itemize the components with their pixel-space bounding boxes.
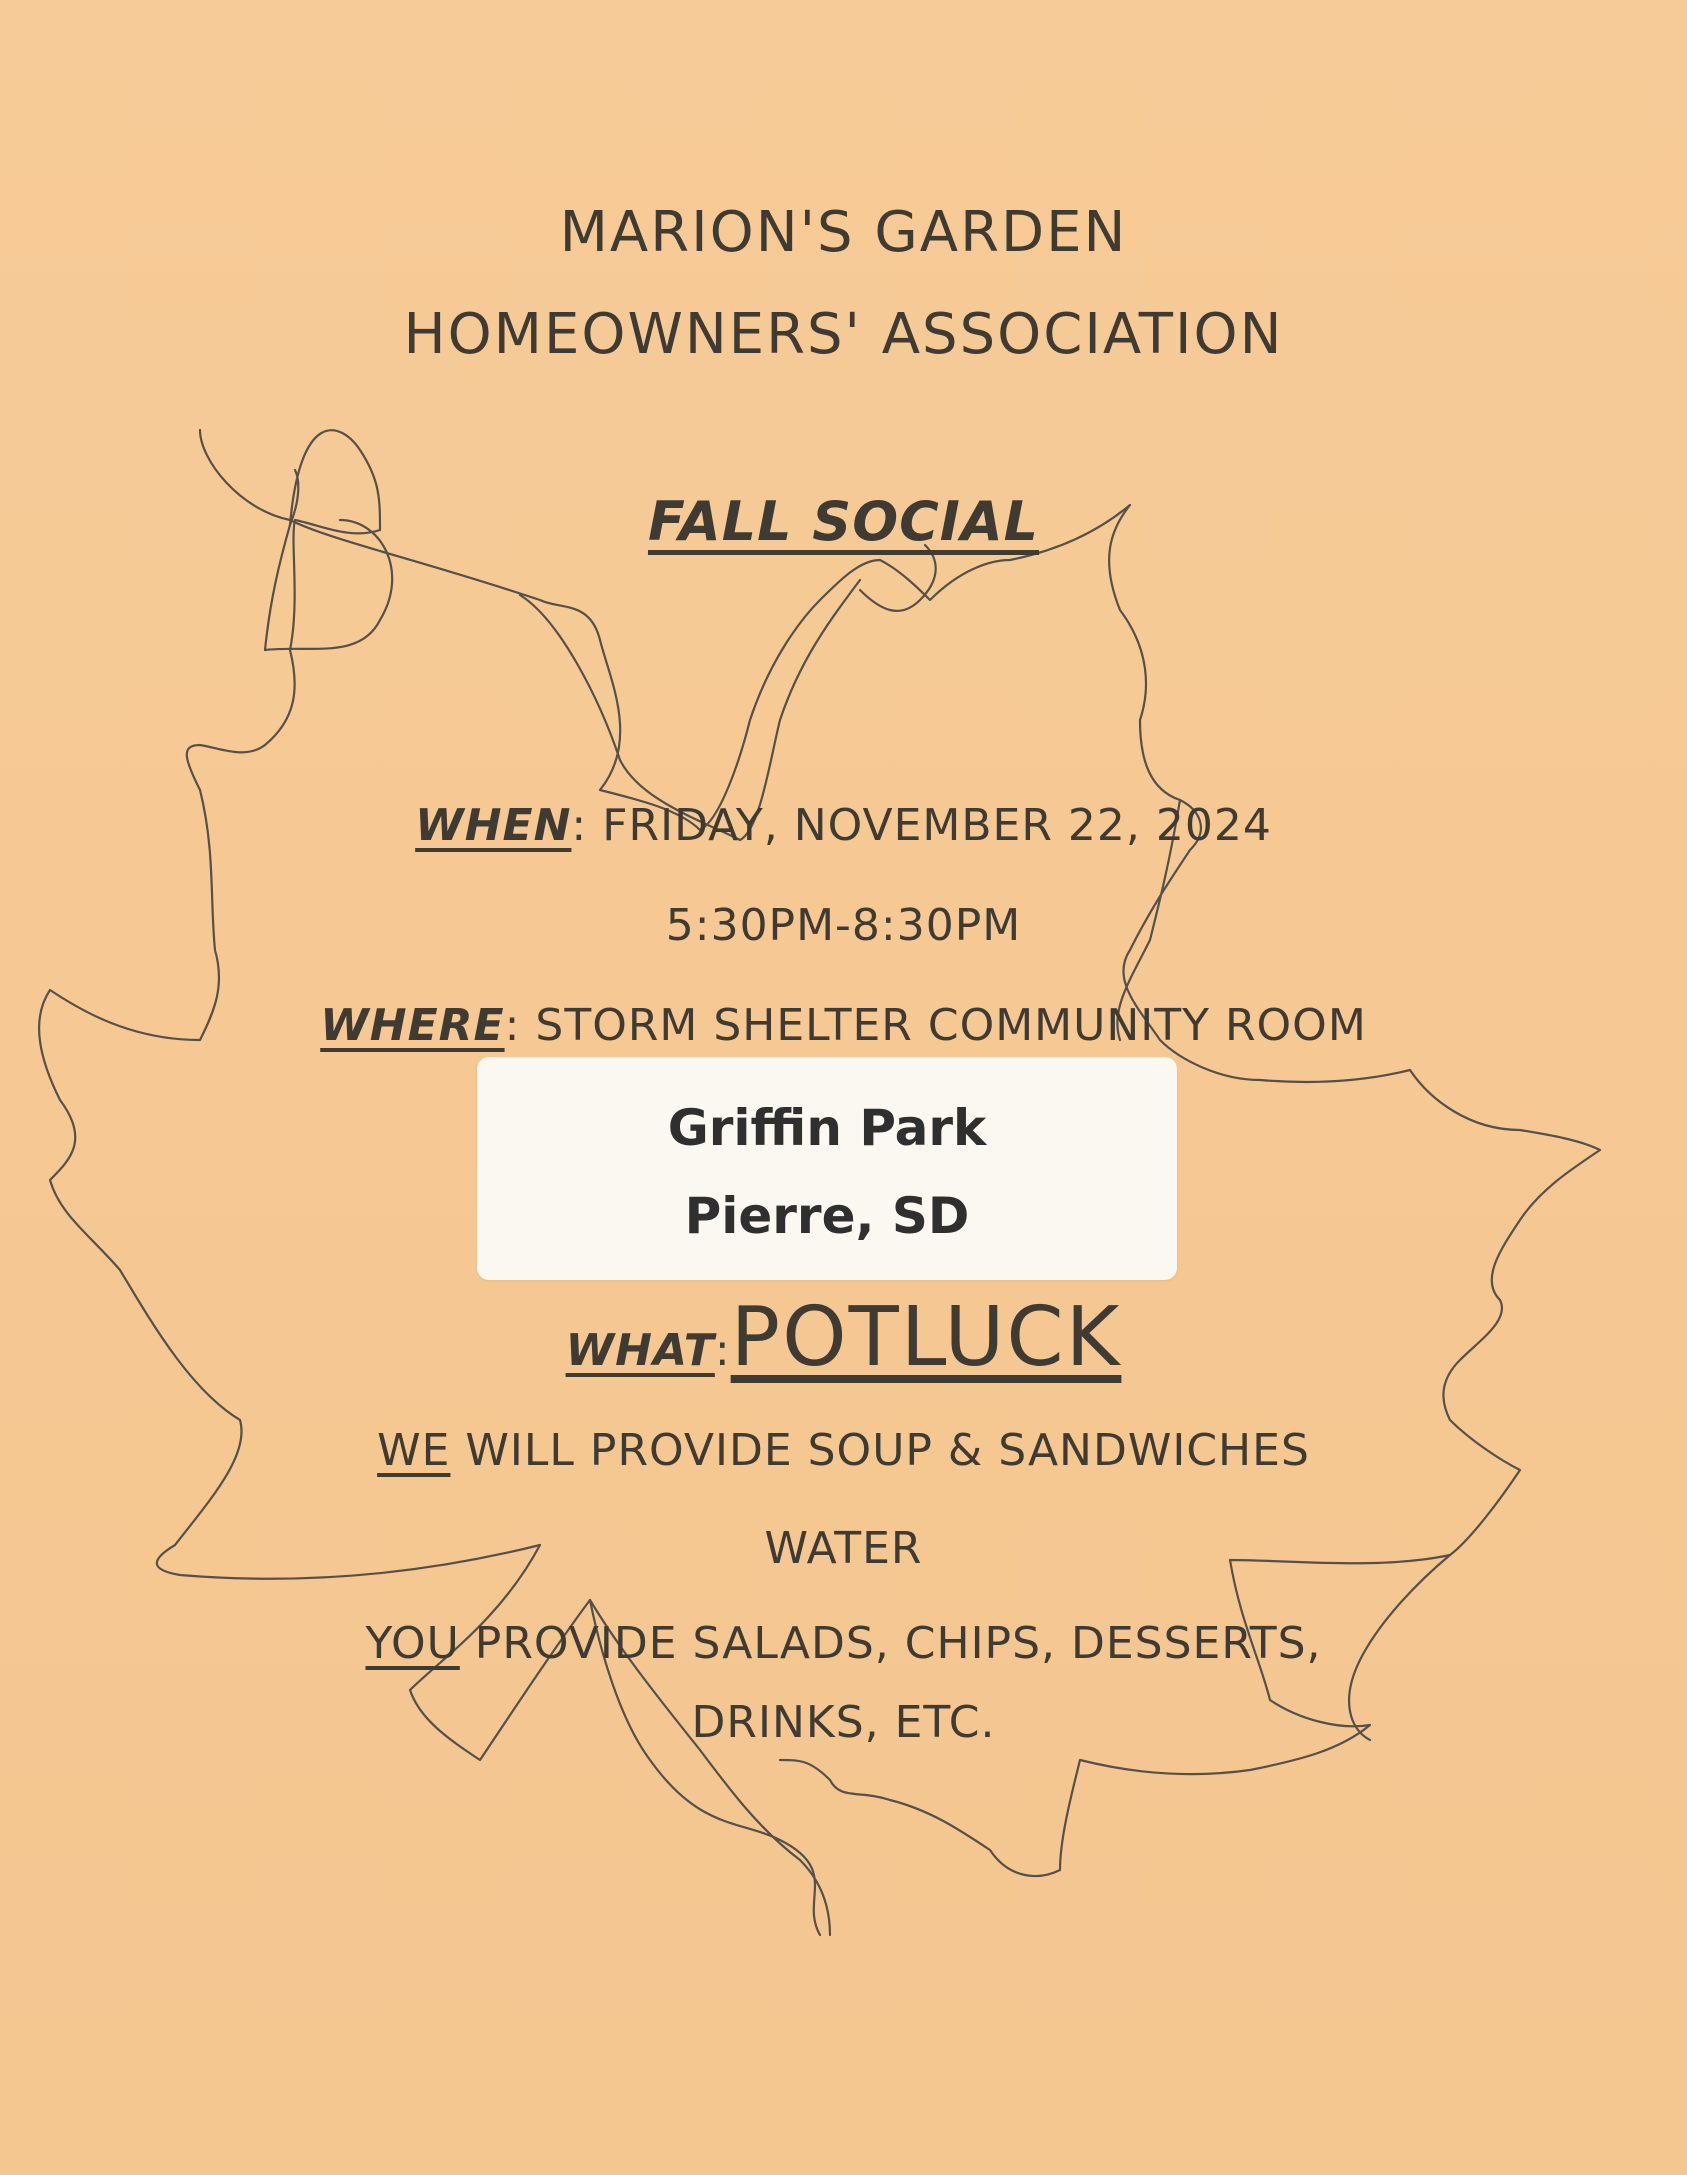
when-label: WHEN — [415, 800, 572, 851]
you-provide-line — [0, 1618, 1687, 1669]
address-sticker — [477, 1057, 1177, 1280]
we-label: WE — [377, 1425, 451, 1476]
time-line: 5:30PM-8:30PM — [665, 900, 1022, 951]
what-line — [0, 1290, 1687, 1385]
we-text: WILL PROVIDE SOUP & SANDWICHES — [450, 1425, 1310, 1476]
event-title: FALL SOCIAL — [647, 490, 1040, 553]
where-line — [0, 1000, 1687, 1051]
when-date: FRIDAY, NOVEMBER 22, 2024 — [587, 800, 1272, 851]
header-line-1: MARION'S GARDEN — [559, 200, 1128, 265]
sticker-park-name: Griffin Park — [667, 1099, 987, 1157]
we-provide-line — [0, 1425, 1687, 1476]
header-line-2: HOMEOWNERS' ASSOCIATION — [403, 302, 1284, 367]
sticker-city-state: Pierre, SD — [684, 1187, 970, 1245]
where-separator: : — [504, 1000, 521, 1051]
you-text: PROVIDE SALADS, CHIPS, DESSERTS, — [459, 1618, 1322, 1669]
what-value: POTLUCK — [730, 1290, 1122, 1385]
what-separator: : — [714, 1325, 731, 1376]
you-label: YOU — [365, 1618, 460, 1669]
you-provide-line-2: DRINKS, ETC. — [691, 1697, 996, 1748]
when-separator: : — [571, 800, 588, 851]
when-line — [0, 800, 1687, 851]
where-label: WHERE — [320, 1000, 505, 1051]
what-label: WHAT — [565, 1325, 715, 1376]
where-venue: STORM SHELTER COMMUNITY ROOM — [520, 1000, 1367, 1051]
water-line: WATER — [764, 1523, 923, 1574]
